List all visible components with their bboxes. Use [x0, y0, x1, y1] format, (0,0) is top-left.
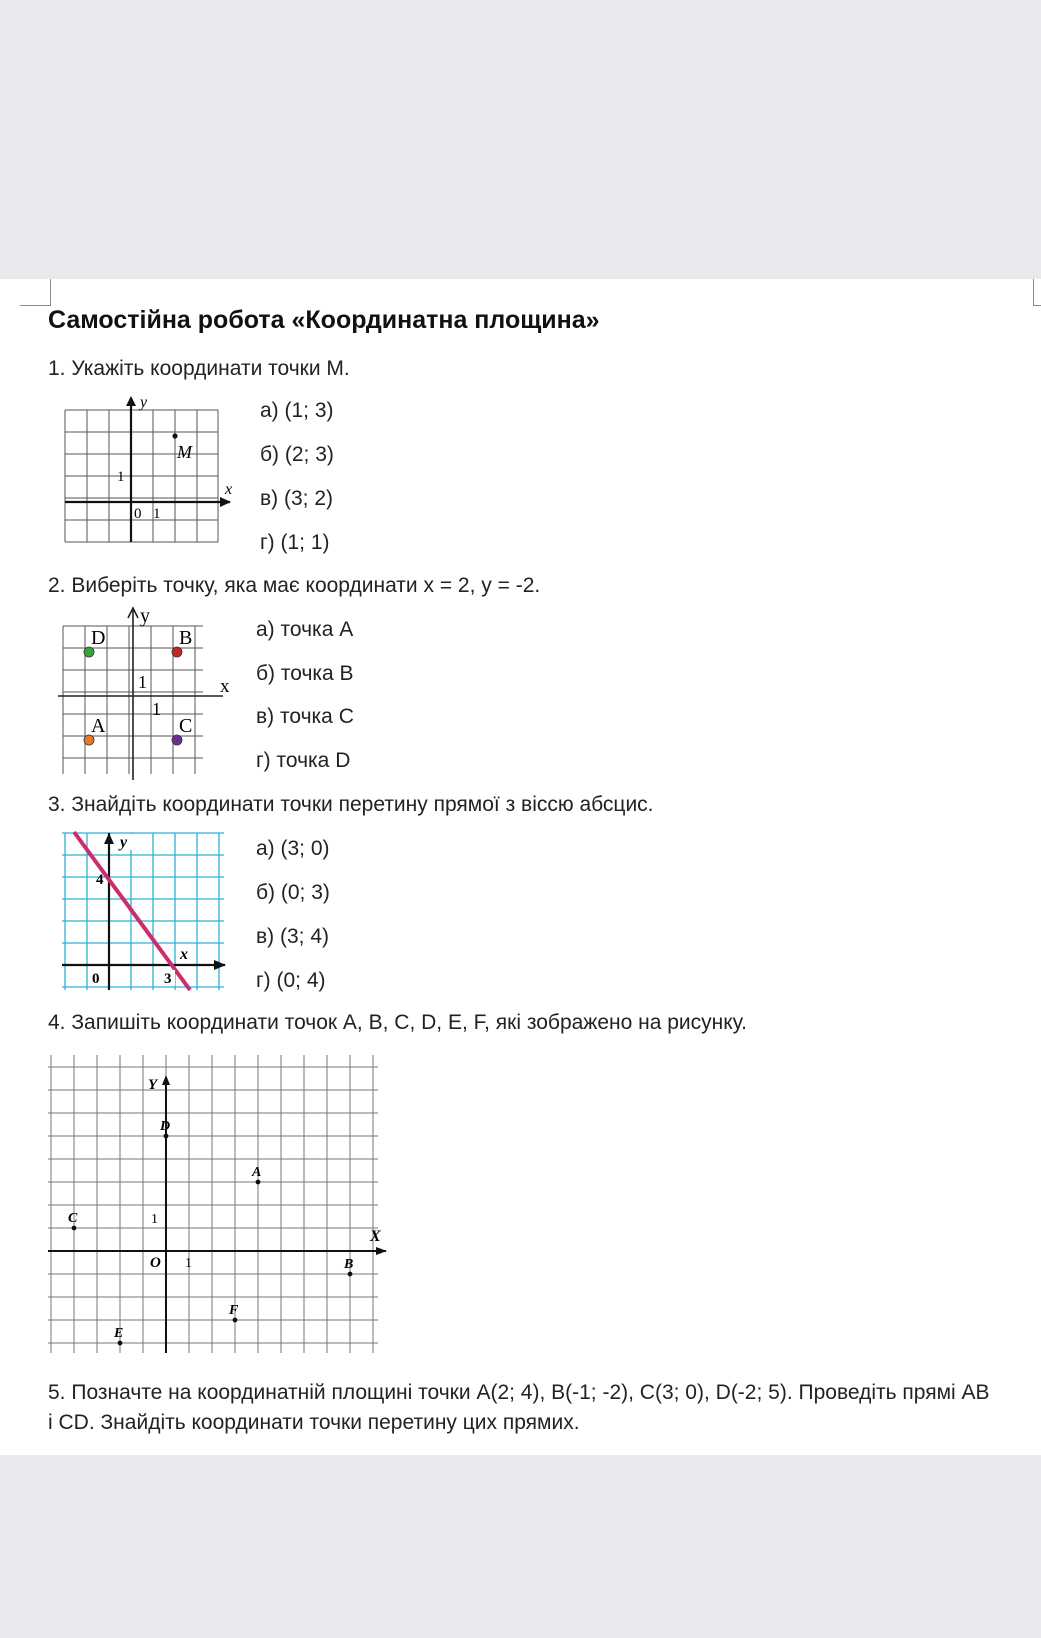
q3-option-b: б) (0; 3): [256, 881, 330, 904]
q2-option-d: г) точка D: [256, 749, 351, 772]
question-4-text: 4. Запишіть координати точок A, B, C, D, E, F, які зображено на рисунку.: [48, 1011, 747, 1034]
q1-option-a: а) (1; 3): [260, 399, 334, 422]
crop-mark-right: [1033, 279, 1041, 306]
q4-y-arrow-icon: [162, 1075, 170, 1085]
q4-x-label: X: [370, 1228, 381, 1245]
question-2-text: 2. Виберіть точку, яка має координати x = 2, y = -2.: [48, 574, 541, 597]
q4-point-e-label: E: [114, 1326, 124, 1341]
q4-x-unit-label: 1: [185, 1256, 192, 1271]
q4-y-unit-label: 1: [151, 1212, 158, 1227]
q1-y-arrow-icon: [126, 396, 136, 406]
q4-point-c: [72, 1226, 77, 1231]
q1-option-d: г) (1; 1): [260, 531, 330, 554]
q2-option-c: в) точка C: [256, 705, 354, 728]
question-1-text: 1. Укажіть координати точки M.: [48, 357, 350, 380]
q4-point-a-label: A: [252, 1165, 262, 1180]
q4-point-a: [256, 1180, 261, 1185]
q4-point-f: [233, 1318, 238, 1323]
q3-origin-label: 0: [92, 971, 100, 987]
q3-x-intercept-label: 3: [164, 971, 172, 987]
q3-x-label: x: [180, 946, 188, 963]
q4-point-e: [118, 1341, 123, 1346]
q3-option-d: г) (0; 4): [256, 969, 326, 992]
q3-y-label: y: [120, 834, 128, 851]
q2-point-d-label: D: [91, 627, 106, 649]
q1-y-label: y: [140, 394, 148, 411]
q2-y-unit-label: 1: [138, 672, 147, 692]
q3-line: [74, 832, 190, 990]
q1-option-c: в) (3; 2): [260, 487, 333, 510]
q1-option-b: б) (2; 3): [260, 443, 334, 466]
q4-point-f-label: F: [229, 1303, 239, 1318]
q3-x-arrow-icon: [214, 960, 226, 970]
q3-option-c: в) (3; 4): [256, 925, 329, 948]
q4-point-b: [348, 1272, 353, 1277]
question-4-figure: [48, 1055, 393, 1355]
q4-origin-label: O: [150, 1255, 161, 1271]
q2-point-b-label: B: [179, 627, 193, 649]
q3-y-arrow-icon: [104, 833, 114, 844]
question-1-figure: [60, 394, 240, 554]
question-3-text: 3. Знайдіть координати точки перетину прямої з віссю абсцис.: [48, 793, 654, 816]
q4-point-d-label: D: [160, 1119, 171, 1134]
q1-y-unit-label: 1: [117, 469, 125, 485]
q3-y-intercept-label: 4: [96, 872, 104, 888]
question-5-text: 5. Позначте на координатній площині точки A(2; 4), B(-1; -2), C(3; 0), D(-2; 5). Проведіть прямі AB і CD. Знайдіть координати точки перетину цих прямих.: [48, 1381, 990, 1434]
q4-x-arrow-icon: [376, 1247, 387, 1255]
worksheet-title: Самостійна робота «Координатна площина»: [48, 306, 600, 334]
q2-point-c-label: C: [179, 715, 193, 737]
q4-point-c-label: C: [68, 1211, 78, 1226]
q3-option-a: а) (3; 0): [256, 837, 330, 860]
q1-origin-label: 0: [134, 506, 142, 522]
q1-x-arrow-icon: [220, 497, 231, 507]
question-2-figure: [58, 604, 238, 780]
q1-x-label: x: [225, 481, 233, 498]
q1-m-label: M: [177, 442, 192, 462]
q2-x-label: x: [220, 676, 230, 697]
q2-y-label: y: [140, 605, 150, 627]
q2-option-b: б) точка B: [256, 662, 354, 685]
question-3-figure: [62, 830, 232, 994]
q2-x-unit-label: 1: [152, 699, 161, 719]
q2-point-a-label: A: [91, 715, 106, 737]
crop-mark-left: [20, 279, 51, 306]
q4-point-b-label: B: [344, 1257, 354, 1272]
q2-option-a: а) точка A: [256, 618, 354, 641]
q4-y-label: Y: [148, 1077, 158, 1093]
q1-point-m: [172, 433, 177, 438]
q4-point-d: [164, 1134, 169, 1139]
q1-x-unit-label: 1: [153, 506, 161, 522]
